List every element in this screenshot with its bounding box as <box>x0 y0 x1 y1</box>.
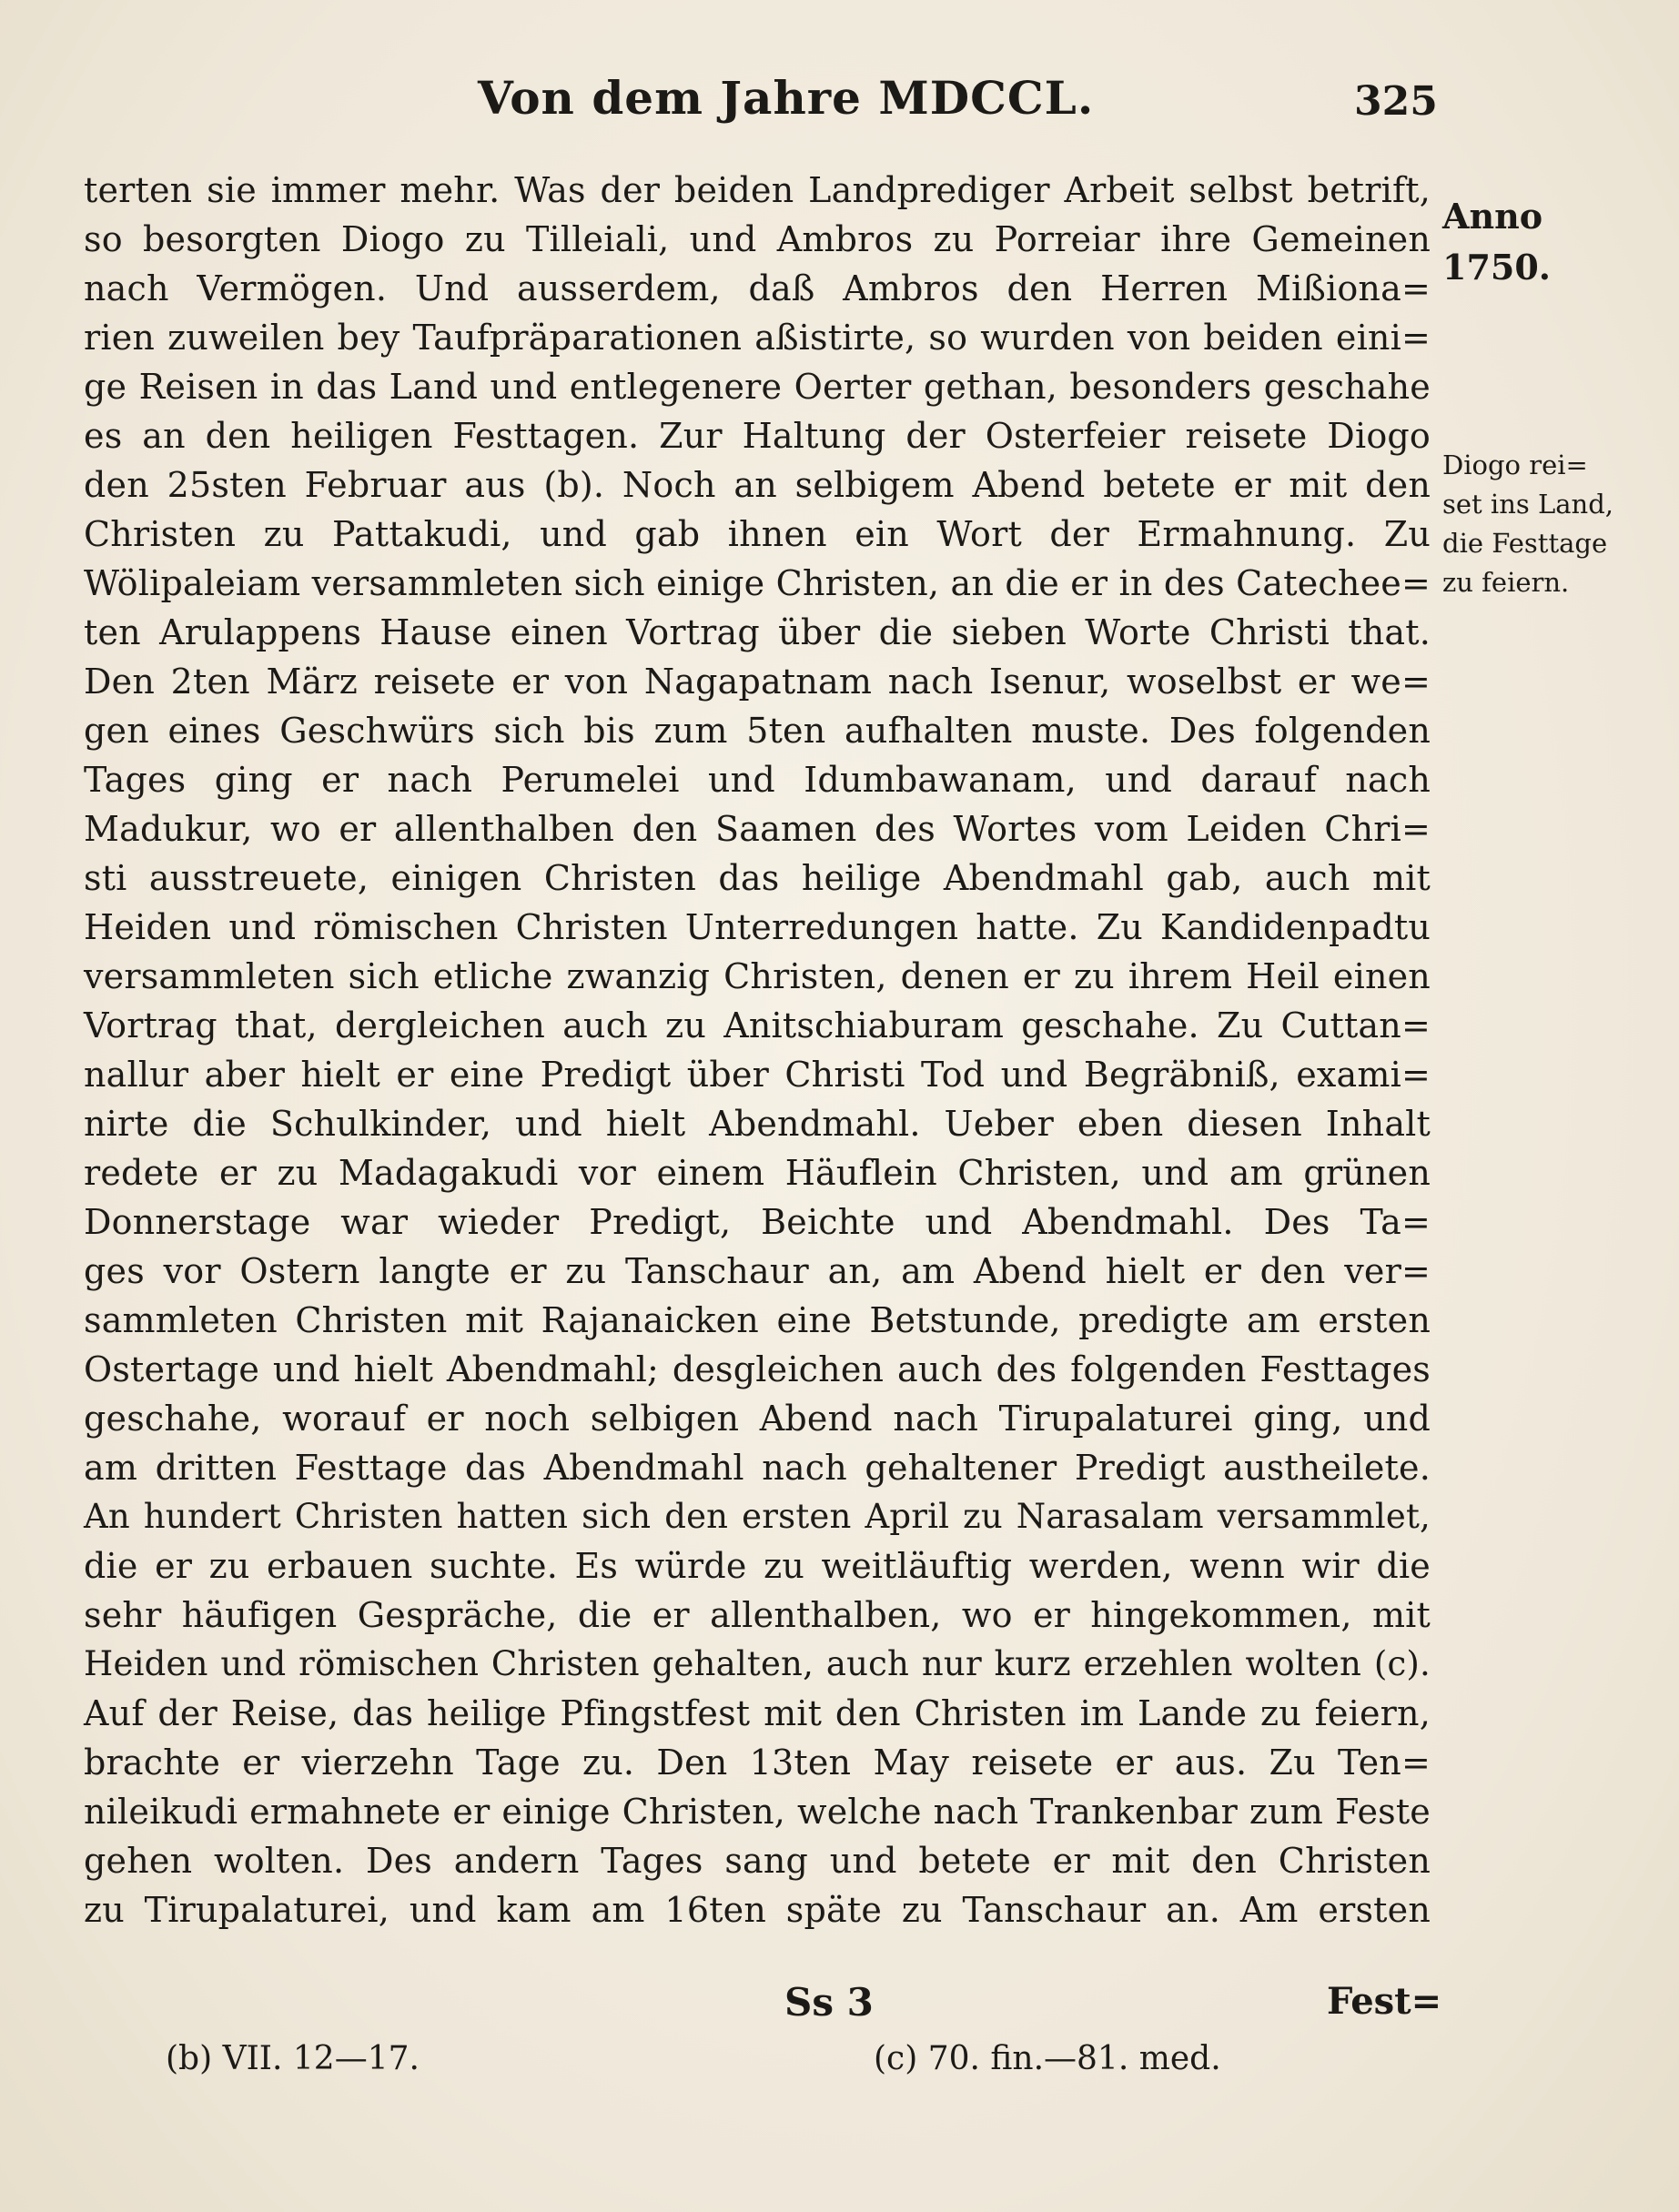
catchline <box>0 1980 1679 2035</box>
text-line: Madukur, wo er allenthalben den Saamen des Wortes vom Leiden Chri= <box>84 809 1431 849</box>
text-line: Donnerstage war wieder Predigt, Beichte und Abendmahl. Des Ta= <box>84 1202 1431 1242</box>
text-line: den 25sten Februar aus (b). Noch an selbigem Abend betete er mit den <box>84 465 1431 505</box>
text-line: versammleten sich etliche zwanzig Christen, denen er zu ihrem Heil einen <box>84 956 1431 996</box>
text-line: sammleten Christen mit Rajanaicken eine Betstunde, predigte am ersten <box>84 1300 1431 1340</box>
text-line: nallur aber hielt er eine Predigt über Christi Tod und Begräbniß, exami= <box>84 1055 1431 1095</box>
signature-mark: Ss 3 <box>784 1980 874 2025</box>
text-line: gen eines Geschwürs sich bis zum 5ten aufhalten muste. Des folgenden <box>84 711 1431 751</box>
text-line: Auf der Reise, das heilige Pfingstfest mit den Christen im Lande zu feiern, <box>84 1693 1431 1733</box>
text-line: es an den heiligen Festtagen. Zur Haltung der Osterfeier reisete Diogo <box>84 416 1431 456</box>
margin-note-line: set ins Land, <box>1442 489 1613 520</box>
margin-note-line: 1750. <box>1442 247 1551 288</box>
page-number: 325 <box>1354 78 1438 125</box>
margin-note-diogo <box>1442 446 1661 602</box>
text-line: brachte er vierzehn Tage zu. Den 13ten May reisete er aus. Zu Ten= <box>84 1742 1431 1783</box>
text-line: geschahe, worauf er noch selbigen Abend nach Tirupalaturei ging, und <box>84 1399 1431 1439</box>
text-line: Ostertage und hielt Abendmahl; desgleichen auch des folgenden Festtages <box>84 1349 1431 1389</box>
text-line: nirte die Schulkinder, und hielt Abendmahl. Ueber eben diesen Inhalt <box>84 1104 1431 1144</box>
margin-note-year <box>1442 191 1661 293</box>
text-line: Christen zu Pattakudi, und gab ihnen ein Wort der Ermahnung. Zu <box>84 514 1431 554</box>
text-line: die er zu erbauen suchte. Es würde zu weitläuftig werden, wenn wir die <box>84 1546 1431 1586</box>
text-line: Wölipaleiam versammleten sich einige Christen, an die er in des Catechee= <box>84 563 1431 603</box>
text-line: Den 2ten März reisete er von Nagapatnam nach Isenur, woselbst er we= <box>84 662 1431 702</box>
page-header <box>0 71 1679 144</box>
text-line: nach Vermögen. Und ausserdem, daß Ambros den Herren Mißiona= <box>84 268 1431 308</box>
text-line: zu Tirupalaturei, und kam am 16ten späte zu Tanschaur an. Am ersten <box>84 1890 1431 1930</box>
body-text <box>84 166 1431 1934</box>
text-line: gehen wolten. Des andern Tages sang und betete er mit den Christen <box>84 1841 1431 1881</box>
text-line: An hundert Christen hatten sich den ersten April zu Narasalam versammlet, <box>84 1497 1431 1536</box>
margin-note-line: Anno <box>1442 196 1543 237</box>
text-line: sti ausstreuete, einigen Christen das heilige Abendmahl gab, auch mit <box>84 858 1431 898</box>
text-line: Heiden und römischen Christen Unterredungen hatte. Zu Kandidenpadtu <box>84 907 1431 947</box>
margin-note-line: die Festtage <box>1442 528 1608 559</box>
text-line: am dritten Festtage das Abendmahl nach gehaltener Predigt austheilete. <box>84 1448 1431 1488</box>
text-line: terten sie immer mehr. Was der beiden Landprediger Arbeit selbst betrift, <box>84 170 1431 210</box>
footnote-c: (c) 70. fin.—81. med. <box>874 2040 1221 2077</box>
text-line: nileikudi ermahnete er einige Christen, welche nach Trankenbar zum Feste <box>84 1792 1431 1832</box>
text-line: Tages ging er nach Perumelei und Idumbawanam, und darauf nach <box>84 760 1431 800</box>
margin-note-line: Diogo rei= <box>1442 449 1588 480</box>
text-line: ten Arulappens Hause einen Vortrag über die sieben Worte Christi that. <box>84 612 1431 652</box>
text-line: ge Reisen in das Land und entlegenere Oerter gethan, besonders geschahe <box>84 367 1431 407</box>
footnotes <box>0 2040 1679 2095</box>
catchword: Fest= <box>1327 1980 1442 2023</box>
margin-note-line: zu feiern. <box>1442 567 1570 598</box>
footnote-b: (b) VII. 12—17. <box>166 2040 420 2077</box>
text-line: sehr häufigen Gespräche, die er allenthalben, wo er hingekommen, mit <box>84 1595 1431 1635</box>
text-line: Vortrag that, dergleichen auch zu Anitschiaburam geschahe. Zu Cuttan= <box>84 1005 1431 1045</box>
text-line: rien zuweilen bey Taufpräparationen aßistirte, so wurden von beiden eini= <box>84 318 1431 358</box>
running-head: Von dem Jahre MDCCL. <box>478 71 1095 125</box>
text-line: so besorgten Diogo zu Tilleiali, und Ambros zu Porreiar ihre Gemeinen <box>84 219 1431 259</box>
text-line: Heiden und römischen Christen gehalten, auch nur kurz erzehlen wolten (c). <box>84 1644 1431 1683</box>
text-line: redete er zu Madagakudi vor einem Häuflein Christen, und am grünen <box>84 1153 1431 1193</box>
text-line: ges vor Ostern langte er zu Tanschaur an, am Abend hielt er den ver= <box>84 1251 1431 1291</box>
